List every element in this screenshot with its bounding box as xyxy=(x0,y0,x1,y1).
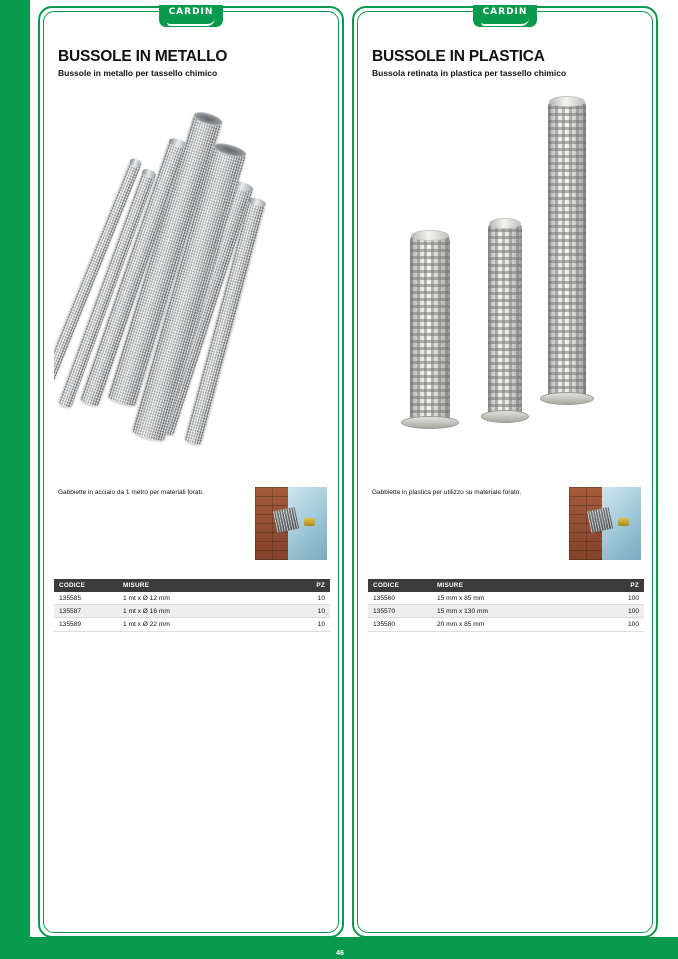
brand-logo xyxy=(159,5,223,27)
page-subtitle: Bussole in metallo per tassello chimico xyxy=(58,68,218,78)
table-header-row xyxy=(54,579,330,592)
cell-pz: 10 xyxy=(280,618,330,631)
table-row xyxy=(368,592,644,605)
sleeve-flange xyxy=(540,392,595,405)
cell-pz: 10 xyxy=(280,592,330,605)
cell-misure: 1 mt x Ø 22 mm xyxy=(118,618,280,631)
cell-codice: 135589 xyxy=(54,618,118,631)
cell-codice: 135585 xyxy=(54,592,118,605)
header-misure: MISURE xyxy=(432,579,594,592)
cell-codice: 135560 xyxy=(368,592,432,605)
page-title: BUSSOLE IN PLASTICA xyxy=(372,48,545,65)
page-title: BUSSOLE IN METALLO xyxy=(58,48,228,65)
cell-misure: 15 mm x 130 mm xyxy=(432,605,594,618)
sleeve-top-cap xyxy=(411,230,449,241)
brand-swoosh-icon xyxy=(481,18,529,26)
product-panel-plastic xyxy=(352,6,658,938)
sleeve-mesh-body xyxy=(410,234,450,420)
cell-codice: 135570 xyxy=(368,605,432,618)
cell-misure: 15 mm x 85 mm xyxy=(432,592,594,605)
mesh-anchor xyxy=(273,507,299,533)
cell-pz: 100 xyxy=(594,592,644,605)
table-row xyxy=(54,592,330,605)
brand-swoosh-icon xyxy=(167,18,215,26)
brand-logo-text: CARDIN xyxy=(168,7,214,17)
sleeve-mesh-body xyxy=(548,100,586,396)
cell-pz: 100 xyxy=(594,605,644,618)
sleeve-flange xyxy=(481,410,530,423)
cell-misure: 1 mt x Ø 12 mm xyxy=(118,592,280,605)
table-row xyxy=(368,618,644,631)
sleeve-flange xyxy=(401,416,459,429)
product-table xyxy=(368,579,644,632)
page-number: 46 xyxy=(336,950,344,957)
tube-opening xyxy=(192,109,224,128)
tube-opening xyxy=(212,140,248,160)
header-codice: CODICE xyxy=(54,579,118,592)
tube-cap xyxy=(141,167,157,179)
cell-codice: 135580 xyxy=(368,618,432,631)
plastic-sleeve-large xyxy=(548,100,586,412)
application-photo xyxy=(568,486,642,561)
application-photo xyxy=(254,486,328,561)
plastic-sleeves-photo xyxy=(368,86,644,471)
cell-misure: 20 mm x 85 mm xyxy=(432,618,594,631)
sleeve-mesh-body xyxy=(488,222,522,414)
cell-misure: 1 mt x Ø 16 mm xyxy=(118,605,280,618)
table-row xyxy=(368,605,644,618)
page-subtitle: Bussola retinata in plastica per tassello chimico xyxy=(372,68,567,78)
mesh-anchor xyxy=(587,507,613,533)
brand-logo xyxy=(473,5,537,27)
threaded-bolt xyxy=(304,518,316,526)
cell-pz: 100 xyxy=(594,618,644,631)
threaded-bolt xyxy=(618,518,630,526)
left-green-band xyxy=(0,0,30,959)
tube-cap xyxy=(129,157,143,169)
photo-caption: Gabbiette in acciaio da 1 metro per materiali forati. xyxy=(58,489,204,496)
header-codice: CODICE xyxy=(368,579,432,592)
sleeve-top-cap xyxy=(489,218,522,229)
photo-caption: Gabbiette in plastica per utilizzo su materiale forato. xyxy=(372,489,522,496)
header-pz: PZ xyxy=(594,579,644,592)
plastic-sleeve-medium xyxy=(488,222,522,432)
header-pz: PZ xyxy=(280,579,330,592)
product-table xyxy=(54,579,330,632)
plastic-sleeve-small xyxy=(410,234,450,434)
metal-sleeves-photo xyxy=(54,86,330,471)
brand-logo-text: CARDIN xyxy=(482,7,528,17)
sleeve-top-cap xyxy=(549,96,585,107)
tube-cap xyxy=(247,196,266,208)
header-misure: MISURE xyxy=(118,579,280,592)
table-header-row xyxy=(368,579,644,592)
product-panel-metal xyxy=(38,6,344,938)
table-row xyxy=(54,605,330,618)
table-row xyxy=(54,618,330,631)
cell-codice: 135587 xyxy=(54,605,118,618)
cell-pz: 10 xyxy=(280,605,330,618)
